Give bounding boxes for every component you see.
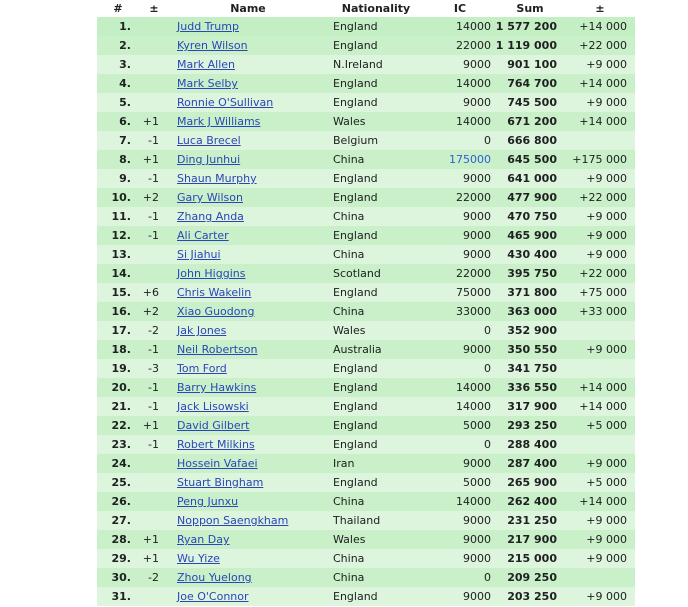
sum-cell: 641 000 <box>495 169 565 188</box>
player-name-cell <box>169 226 327 245</box>
table-row <box>97 359 635 378</box>
sum-cell: 465 900 <box>495 226 565 245</box>
points-change-cell: +9 000 <box>565 340 635 359</box>
points-change-cell: +22 000 <box>565 264 635 283</box>
player-link[interactable]: Ryan Day <box>177 533 230 546</box>
points-change-cell: +14 000 <box>565 397 635 416</box>
rank-change-cell <box>139 55 169 74</box>
sum-cell: 764 700 <box>495 74 565 93</box>
ic-cell: 14000 <box>425 492 495 511</box>
player-link[interactable]: Xiao Guodong <box>177 305 255 318</box>
header-ic[interactable]: IC <box>425 0 495 17</box>
nationality-cell: England <box>327 188 425 207</box>
rank-cell: 24. <box>97 454 139 473</box>
player-link[interactable]: Zhang Anda <box>177 210 244 223</box>
points-change-cell: +14 000 <box>565 492 635 511</box>
player-link[interactable]: Gary Wilson <box>177 191 243 204</box>
rank-change-cell <box>139 245 169 264</box>
player-name-cell <box>169 530 327 549</box>
rank-change-cell <box>139 74 169 93</box>
points-change-cell: +9 000 <box>565 169 635 188</box>
points-change-cell: +9 000 <box>565 245 635 264</box>
ic-cell: 5000 <box>425 416 495 435</box>
points-change-cell <box>565 568 635 587</box>
sum-cell: 293 250 <box>495 416 565 435</box>
rank-change-cell <box>139 17 169 36</box>
points-change-cell: +9 000 <box>565 454 635 473</box>
sum-cell: 217 900 <box>495 530 565 549</box>
points-change-cell: +14 000 <box>565 378 635 397</box>
player-link[interactable]: Robert Milkins <box>177 438 255 451</box>
rank-cell: 13. <box>97 245 139 264</box>
sum-cell: 430 400 <box>495 245 565 264</box>
nationality-cell: England <box>327 473 425 492</box>
rank-cell: 29. <box>97 549 139 568</box>
rank-change-cell: +1 <box>139 530 169 549</box>
rank-change-cell <box>139 473 169 492</box>
rank-change-cell: -3 <box>139 359 169 378</box>
ic-cell: 9000 <box>425 340 495 359</box>
rank-change-cell <box>139 36 169 55</box>
nationality-cell: China <box>327 568 425 587</box>
rank-cell: 6. <box>97 112 139 131</box>
ic-cell: 22000 <box>425 188 495 207</box>
rank-cell: 14. <box>97 264 139 283</box>
rank-cell: 19. <box>97 359 139 378</box>
rank-change-cell: -1 <box>139 397 169 416</box>
player-name-cell <box>169 93 327 112</box>
nationality-cell: China <box>327 492 425 511</box>
ic-cell: 0 <box>425 568 495 587</box>
ic-cell: 9000 <box>425 207 495 226</box>
rank-change-cell: -1 <box>139 340 169 359</box>
rank-cell: 23. <box>97 435 139 454</box>
header-change[interactable]: ± <box>139 0 169 17</box>
nationality-cell: Australia <box>327 340 425 359</box>
rank-change-cell <box>139 587 169 606</box>
player-link[interactable]: Judd Trump <box>177 20 239 33</box>
table-row <box>97 473 635 492</box>
rank-cell: 1. <box>97 17 139 36</box>
player-link[interactable]: Peng Junxu <box>177 495 239 508</box>
rank-cell: 31. <box>97 587 139 606</box>
sum-cell: 350 550 <box>495 340 565 359</box>
nationality-cell: China <box>327 150 425 169</box>
ic-cell: 14000 <box>425 74 495 93</box>
rank-change-cell <box>139 454 169 473</box>
rank-cell: 11. <box>97 207 139 226</box>
points-change-cell: +9 000 <box>565 93 635 112</box>
nationality-cell: China <box>327 207 425 226</box>
rank-cell: 21. <box>97 397 139 416</box>
nationality-cell: England <box>327 587 425 606</box>
ic-cell: 14000 <box>425 112 495 131</box>
nationality-cell: China <box>327 549 425 568</box>
rank-change-cell: -1 <box>139 378 169 397</box>
table-row <box>97 245 635 264</box>
player-link[interactable]: Tom Ford <box>177 362 227 375</box>
rank-cell: 22. <box>97 416 139 435</box>
ic-cell: 9000 <box>425 530 495 549</box>
nationality-cell: England <box>327 435 425 454</box>
nationality-cell: England <box>327 397 425 416</box>
nationality-cell: England <box>327 169 425 188</box>
table-header-row <box>97 0 635 17</box>
ic-cell: 9000 <box>425 454 495 473</box>
nationality-cell: England <box>327 93 425 112</box>
player-link[interactable]: Shaun Murphy <box>177 172 257 185</box>
rank-cell: 9. <box>97 169 139 188</box>
player-name-cell <box>169 131 327 150</box>
table-row <box>97 226 635 245</box>
table-row <box>97 340 635 359</box>
player-link[interactable]: Si Jiahui <box>177 248 221 261</box>
ic-cell: 33000 <box>425 302 495 321</box>
player-name-cell <box>169 568 327 587</box>
rank-change-cell <box>139 264 169 283</box>
header-rank[interactable]: # <box>97 0 139 17</box>
points-change-cell: +22 000 <box>565 36 635 55</box>
nationality-cell: Wales <box>327 321 425 340</box>
table-row <box>97 397 635 416</box>
nationality-cell: China <box>327 302 425 321</box>
player-name-cell <box>169 473 327 492</box>
player-link[interactable]: Hossein Vafaei <box>177 457 258 470</box>
sum-cell: 352 900 <box>495 321 565 340</box>
table-row <box>97 150 635 169</box>
table-row <box>97 169 635 188</box>
nationality-cell: N.Ireland <box>327 55 425 74</box>
nationality-cell: England <box>327 74 425 93</box>
table-row <box>97 93 635 112</box>
player-link[interactable]: Joe O'Connor <box>177 590 249 603</box>
points-change-cell: +14 000 <box>565 17 635 36</box>
table-body <box>97 17 635 606</box>
ic-cell: 14000 <box>425 378 495 397</box>
sum-cell: 287 400 <box>495 454 565 473</box>
player-name-cell <box>169 302 327 321</box>
points-change-cell: +9 000 <box>565 549 635 568</box>
sum-cell: 477 900 <box>495 188 565 207</box>
sum-cell: 1 577 200 <box>495 17 565 36</box>
rank-change-cell: -1 <box>139 435 169 454</box>
player-link[interactable]: Wu Yize <box>177 552 220 565</box>
player-link[interactable]: Ronnie O'Sullivan <box>177 96 274 109</box>
rankings-table <box>97 0 635 606</box>
player-name-cell <box>169 492 327 511</box>
ic-cell: 0 <box>425 359 495 378</box>
rank-change-cell: +1 <box>139 549 169 568</box>
ic-cell: 9000 <box>425 93 495 112</box>
rank-cell: 18. <box>97 340 139 359</box>
player-link[interactable]: Ding Junhui <box>177 153 241 166</box>
rank-cell: 12. <box>97 226 139 245</box>
player-name-cell <box>169 36 327 55</box>
points-change-cell: +22 000 <box>565 188 635 207</box>
ic-cell: 9000 <box>425 587 495 606</box>
player-name-cell <box>169 112 327 131</box>
nationality-cell: England <box>327 17 425 36</box>
table-row <box>97 302 635 321</box>
sum-cell: 363 000 <box>495 302 565 321</box>
sum-cell: 336 550 <box>495 378 565 397</box>
table-row <box>97 378 635 397</box>
rank-change-cell: +6 <box>139 283 169 302</box>
table-row <box>97 55 635 74</box>
points-change-cell: +33 000 <box>565 302 635 321</box>
ic-cell: 9000 <box>425 245 495 264</box>
ic-cell: 14000 <box>425 397 495 416</box>
sum-cell: 745 500 <box>495 93 565 112</box>
player-name-cell <box>169 435 327 454</box>
table-row <box>97 188 635 207</box>
nationality-cell: Iran <box>327 454 425 473</box>
points-change-cell: +14 000 <box>565 112 635 131</box>
header-sum[interactable]: Sum <box>495 0 565 17</box>
player-name-cell <box>169 169 327 188</box>
ic-cell: 5000 <box>425 473 495 492</box>
player-name-cell <box>169 454 327 473</box>
player-link[interactable]: Jack Lisowski <box>177 400 249 413</box>
points-change-cell: +9 000 <box>565 226 635 245</box>
nationality-cell: Wales <box>327 112 425 131</box>
player-name-cell <box>169 321 327 340</box>
points-change-cell: +9 000 <box>565 55 635 74</box>
player-name-cell <box>169 587 327 606</box>
player-name-cell <box>169 511 327 530</box>
player-name-cell <box>169 416 327 435</box>
points-change-cell: +175 000 <box>565 150 635 169</box>
table-row <box>97 74 635 93</box>
nationality-cell: England <box>327 36 425 55</box>
sum-cell: 209 250 <box>495 568 565 587</box>
table-row <box>97 36 635 55</box>
nationality-cell: England <box>327 378 425 397</box>
player-name-cell <box>169 150 327 169</box>
player-link[interactable]: Zhou Yuelong <box>177 571 252 584</box>
rank-change-cell <box>139 492 169 511</box>
points-change-cell <box>565 321 635 340</box>
table-row <box>97 131 635 150</box>
rank-change-cell: -1 <box>139 226 169 245</box>
rank-cell: 15. <box>97 283 139 302</box>
rank-change-cell: +2 <box>139 188 169 207</box>
rank-change-cell: -2 <box>139 321 169 340</box>
sum-cell: 901 100 <box>495 55 565 74</box>
player-name-cell <box>169 340 327 359</box>
ic-cell: 9000 <box>425 549 495 568</box>
rank-cell: 26. <box>97 492 139 511</box>
player-name-cell <box>169 245 327 264</box>
ic-cell: 14000 <box>425 17 495 36</box>
table-row <box>97 492 635 511</box>
rank-cell: 5. <box>97 93 139 112</box>
rank-cell: 17. <box>97 321 139 340</box>
player-link[interactable]: Jak Jones <box>177 324 227 337</box>
sum-cell: 341 750 <box>495 359 565 378</box>
player-link[interactable]: Neil Robertson <box>177 343 258 356</box>
sum-cell: 203 250 <box>495 587 565 606</box>
ic-cell: 9000 <box>425 511 495 530</box>
player-name-cell <box>169 397 327 416</box>
sum-cell: 215 000 <box>495 549 565 568</box>
sum-cell: 288 400 <box>495 435 565 454</box>
player-link[interactable]: Kyren Wilson <box>177 39 248 52</box>
rank-cell: 16. <box>97 302 139 321</box>
rank-cell: 28. <box>97 530 139 549</box>
sum-cell: 231 250 <box>495 511 565 530</box>
header-name[interactable]: Name <box>169 0 327 17</box>
sum-cell: 470 750 <box>495 207 565 226</box>
rank-change-cell: -1 <box>139 169 169 188</box>
rank-change-cell: -2 <box>139 568 169 587</box>
ic-cell: 9000 <box>425 55 495 74</box>
rank-change-cell: +2 <box>139 302 169 321</box>
player-name-cell <box>169 17 327 36</box>
points-change-cell: +5 000 <box>565 473 635 492</box>
rank-change-cell: -1 <box>139 131 169 150</box>
table-row <box>97 207 635 226</box>
ic-cell: 75000 <box>425 283 495 302</box>
sum-cell: 671 200 <box>495 112 565 131</box>
header-delta[interactable]: ± <box>565 0 635 17</box>
table-row <box>97 587 635 606</box>
rank-change-cell: -1 <box>139 207 169 226</box>
player-name-cell <box>169 207 327 226</box>
table-row <box>97 454 635 473</box>
sum-cell: 666 800 <box>495 131 565 150</box>
rank-cell: 3. <box>97 55 139 74</box>
player-link[interactable]: Barry Hawkins <box>177 381 257 394</box>
rank-cell: 2. <box>97 36 139 55</box>
player-link[interactable]: Ali Carter <box>177 229 229 242</box>
points-change-cell: +5 000 <box>565 416 635 435</box>
rank-cell: 10. <box>97 188 139 207</box>
sum-cell: 262 400 <box>495 492 565 511</box>
player-link[interactable]: John Higgins <box>177 267 246 280</box>
nationality-cell: England <box>327 416 425 435</box>
table-row <box>97 549 635 568</box>
player-name-cell <box>169 549 327 568</box>
player-link[interactable]: Mark Selby <box>177 77 238 90</box>
points-change-cell: +14 000 <box>565 74 635 93</box>
ic-cell: 9000 <box>425 226 495 245</box>
player-link[interactable]: Noppon Saengkham <box>177 514 289 527</box>
rank-cell: 27. <box>97 511 139 530</box>
player-link[interactable]: Mark J Williams <box>177 115 261 128</box>
player-link[interactable]: Stuart Bingham <box>177 476 264 489</box>
rankings-table-container <box>97 0 635 607</box>
player-link[interactable]: Chris Wakelin <box>177 286 252 299</box>
rank-cell: 25. <box>97 473 139 492</box>
player-link[interactable]: Luca Brecel <box>177 134 241 147</box>
points-change-cell <box>565 359 635 378</box>
nationality-cell: England <box>327 283 425 302</box>
rank-cell: 30. <box>97 568 139 587</box>
player-name-cell <box>169 55 327 74</box>
player-name-cell <box>169 74 327 93</box>
table-row <box>97 435 635 454</box>
rank-change-cell <box>139 93 169 112</box>
points-change-cell: +9 000 <box>565 530 635 549</box>
header-nationality[interactable]: Nationality <box>327 0 425 17</box>
ic-cell: 0 <box>425 435 495 454</box>
table-row <box>97 264 635 283</box>
ic-cell: 0 <box>425 321 495 340</box>
ic-cell: 175000 <box>425 150 495 169</box>
player-name-cell <box>169 378 327 397</box>
rank-cell: 20. <box>97 378 139 397</box>
nationality-cell: China <box>327 245 425 264</box>
nationality-cell: Thailand <box>327 511 425 530</box>
rank-cell: 4. <box>97 74 139 93</box>
sum-cell: 645 500 <box>495 150 565 169</box>
player-link[interactable]: David Gilbert <box>177 419 250 432</box>
rank-change-cell: +1 <box>139 112 169 131</box>
sum-cell: 317 900 <box>495 397 565 416</box>
player-name-cell <box>169 283 327 302</box>
table-row <box>97 568 635 587</box>
table-row <box>97 17 635 36</box>
player-name-cell <box>169 188 327 207</box>
points-change-cell: +75 000 <box>565 283 635 302</box>
rank-change-cell <box>139 511 169 530</box>
rank-cell: 8. <box>97 150 139 169</box>
points-change-cell: +9 000 <box>565 511 635 530</box>
player-name-cell <box>169 264 327 283</box>
ic-cell: 9000 <box>425 169 495 188</box>
sum-cell: 371 800 <box>495 283 565 302</box>
table-row <box>97 112 635 131</box>
nationality-cell: Wales <box>327 530 425 549</box>
table-row <box>97 283 635 302</box>
rank-change-cell: +1 <box>139 150 169 169</box>
player-link[interactable]: Mark Allen <box>177 58 235 71</box>
points-change-cell <box>565 435 635 454</box>
points-change-cell <box>565 131 635 150</box>
ic-cell: 0 <box>425 131 495 150</box>
sum-cell: 1 119 000 <box>495 36 565 55</box>
player-name-cell <box>169 359 327 378</box>
ic-cell: 22000 <box>425 264 495 283</box>
nationality-cell: England <box>327 226 425 245</box>
nationality-cell: England <box>327 359 425 378</box>
table-row <box>97 321 635 340</box>
sum-cell: 395 750 <box>495 264 565 283</box>
points-change-cell: +9 000 <box>565 587 635 606</box>
ic-cell: 22000 <box>425 36 495 55</box>
sum-cell: 265 900 <box>495 473 565 492</box>
nationality-cell: Belgium <box>327 131 425 150</box>
points-change-cell: +9 000 <box>565 207 635 226</box>
nationality-cell: Scotland <box>327 264 425 283</box>
table-row <box>97 530 635 549</box>
table-row <box>97 416 635 435</box>
rank-cell: 7. <box>97 131 139 150</box>
table-row <box>97 511 635 530</box>
rank-change-cell: +1 <box>139 416 169 435</box>
